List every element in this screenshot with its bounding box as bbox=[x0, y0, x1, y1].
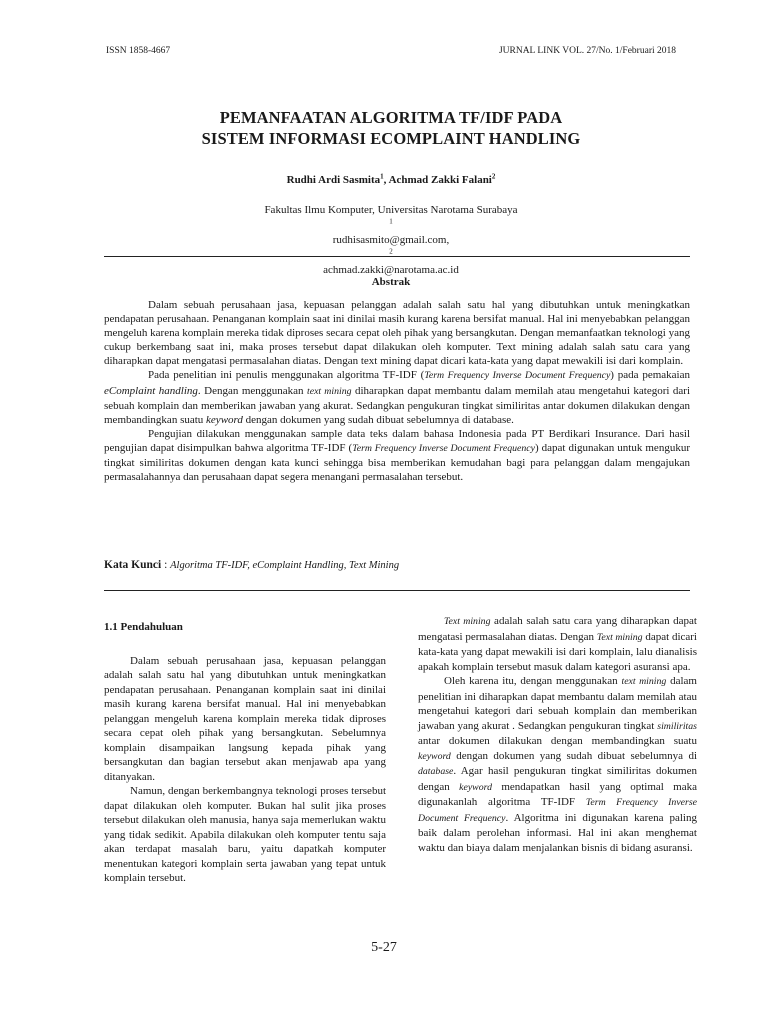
text-run: dengan dokumen yang sudah dibuat sebelumnya di bbox=[450, 749, 697, 762]
text-run-italic: text mining bbox=[307, 385, 352, 397]
issn-header: ISSN 1858-4667 bbox=[106, 46, 171, 56]
text-run-italic: text mining bbox=[621, 676, 667, 687]
author-2: Achmad Zakki Falani bbox=[388, 174, 492, 186]
text-run: . Agar hasil pengukuran tingkat similiritas dokumen dengan bbox=[418, 765, 697, 793]
page-number: 5-27 bbox=[371, 940, 397, 955]
intro-paragraph-2: Namun, dengan berkembangnya teknologi proses tersebut dapat dilakukan oleh komputer. Bukan hal sulit jika proses tersebut dilakukan oleh manusia, hanya saja memerlukan waktu yang tidak sedikit. Apabila dilakukan oleh komputer tentu saja akan terdapat masalah baru, yaitu dapatkah komputer menentukan kategori komplain serta jawaban yang tepat untuk komplain tersebut. bbox=[104, 785, 386, 884]
keywords-line bbox=[104, 559, 399, 571]
text-run: dengan dokumen yang sudah dibuat sebelumnya di database. bbox=[242, 413, 514, 426]
title-line-1: PEMANFAATAN ALGORITMA TF/IDF PADA bbox=[219, 108, 563, 127]
text-run: ) pada pemakaian bbox=[610, 369, 690, 382]
author-1-marker: 1 bbox=[380, 172, 384, 181]
author-separator: , bbox=[383, 174, 389, 186]
text-run: . Dengan menggunakan bbox=[197, 384, 307, 397]
abstract-heading: Abstrak bbox=[371, 276, 411, 288]
email-1: rudhisasmito@gmail.com, bbox=[332, 234, 450, 246]
email-2-marker: 2 bbox=[389, 247, 393, 256]
text-run: dapat dicari kata-kata yang dapat mewakili isi dari komplain, lalu dianalisis apakah komplain tersebut masuk dalam kategori asuransi apa. bbox=[418, 630, 697, 673]
text-run-italic: Text mining bbox=[444, 616, 491, 627]
abstract-divider bbox=[104, 590, 690, 591]
intro-paragraph-4 bbox=[418, 674, 697, 855]
text-run: ) dapat digunakan untuk mengukur tingkat similiritas dokumen dengan kata kunci sehingga bisa memberikan kemudahan bagi para pelanggan dalam mengajukan permasalahannya dan perusahaan dapat segera menangani permasalahan tersebut. bbox=[104, 441, 690, 484]
affiliation-block bbox=[80, 203, 702, 278]
journal-header: JURNAL LINK VOL. 27/No. 1/Februari 2018 bbox=[498, 46, 676, 56]
paper-title bbox=[80, 107, 702, 149]
right-column bbox=[418, 614, 697, 855]
author-2-marker: 2 bbox=[491, 172, 496, 181]
email-2: achmad.zakki@narotama.ac.id bbox=[323, 264, 459, 276]
email-1-marker: 1 bbox=[389, 217, 393, 226]
text-run: mendapatkan hasil yang optimal maka digunakanlah algoritma TF-IDF bbox=[418, 780, 698, 808]
text-run: Pengujian dilakukan menggunakan sample data teks dalam bahasa Indonesia pada PT Berdikari Insurance. Dari hasil pengujian dapat disimpulkan bahwa algoritma TF-IDF ( bbox=[104, 427, 690, 454]
abstract-paragraph-3 bbox=[104, 427, 690, 484]
header-divider bbox=[104, 256, 690, 257]
text-run: . Algoritma ini digunakan karena paling baik dalam perolehan informasi. Hal ini akan menghemat waktu dan biaya dalam menjalankan bisnis di bidang asuransi. bbox=[418, 811, 697, 854]
abstract-paragraph-1: Dalam sebuah perusahaan jasa, kepuasan pelanggan adalah salah satu hal yang dibutuhkan untuk meningkatkan pendapatan perusahaan. Penanganan komplain saat ini dinilai masih kurang karena bersifat manual. Hal ini menyebabkan pelanggan mengeluh karena komplain mereka tidak diproses secara cepat oleh pihak yang bersangkutan. Dengan memanfaatkan teknologi yang cukup berkembang saat ini, maka proses tersebut dapat dilakukan oleh komputer. Text mining adalah salah satu cara yang diharapkan dapat mengatasi permasalahan diatas. Dengan text mining dapat dicari kata-kata yang dapat mewakili isi dari komplain. bbox=[104, 299, 690, 368]
text-run: diharapkan dapat membantu dalam memilah atau mengetahui kategori dari sebuah komplain dan memberikan jawaban yang akurat. Sedangkan pengukuran tingkat similiritas antar dokumen dilakukan dengan membandingkan suatu bbox=[104, 384, 691, 426]
text-run-italic: similiritas bbox=[657, 720, 697, 732]
text-run-italic: keyword bbox=[418, 750, 451, 762]
intro-paragraph-1: Dalam sebuah perusahaan jasa, kepuasan pelanggan adalah salah satu hal yang dibutuhkan untuk meningkatkan pendapatan perusahaan. Penanganan komplain saat ini dinilai masih kurang karena bersifat manual. Hal ini menyebabkan pelanggan mengeluh karena komplain mereka tidak diproses secara cepat oleh pihak yang bersangkutan. Sebelumnya komplain disampaikan langsung kepada pihak yang bersangkutan dan bagian tersebut akan menjawab apa yang ditanyakan. bbox=[104, 654, 386, 783]
section-heading: 1.1 Pendahuluan bbox=[104, 621, 183, 633]
text-run-italic: keyword bbox=[206, 413, 243, 426]
text-run: dalam penelitian ini diharapkan dapat membantu dalam memilah atau mengetahui kategori dari sebuah komplain dan memberikan jawaban yang akurat . Sedangkan pengukuran tingkat bbox=[418, 675, 697, 732]
title-line-2: SISTEM INFORMASI ECOMPLAINT HANDLING bbox=[201, 129, 581, 148]
keywords-separator: : bbox=[161, 559, 171, 571]
text-run-italic: keyword bbox=[459, 781, 492, 793]
keywords-label: Kata Kunci bbox=[104, 559, 162, 571]
text-run-italic: Term Frequency Inverse Document Frequency bbox=[418, 797, 698, 824]
text-run-italic: database bbox=[418, 766, 454, 777]
left-column bbox=[104, 620, 386, 886]
text-run-italic: Term Frequency Inverse Document Frequency bbox=[424, 370, 611, 382]
text-run: Oleh karena itu, dengan menggunakan bbox=[444, 675, 622, 687]
abstract-body bbox=[104, 298, 690, 484]
text-run: Pada penelitian ini penulis menggunakan algoritma TF-IDF ( bbox=[148, 369, 425, 382]
author-1: Rudhi Ardi Sasmita bbox=[286, 174, 381, 186]
text-run: adalah salah satu cara yang diharapkan dapat mengatasi permasalahan diatas. Dengan bbox=[418, 615, 697, 643]
institution: Fakultas Ilmu Komputer, Universitas Narotama Surabaya bbox=[264, 204, 518, 216]
email-line bbox=[80, 218, 702, 278]
text-run-italic: Term Frequency Inverse Document Frequency bbox=[352, 442, 535, 454]
intro-paragraph-3 bbox=[418, 614, 697, 674]
text-run-italic: Text mining bbox=[596, 631, 643, 643]
abstract-paragraph-2 bbox=[104, 368, 690, 426]
text-run: antar dokumen dilakukan dengan membandingkan suatu bbox=[418, 735, 697, 747]
keywords-text: Algoritma TF-IDF, eComplaint Handling, Text Mining bbox=[170, 560, 400, 571]
author-list bbox=[80, 174, 702, 186]
text-run-italic: eComplaint handling bbox=[104, 384, 198, 397]
